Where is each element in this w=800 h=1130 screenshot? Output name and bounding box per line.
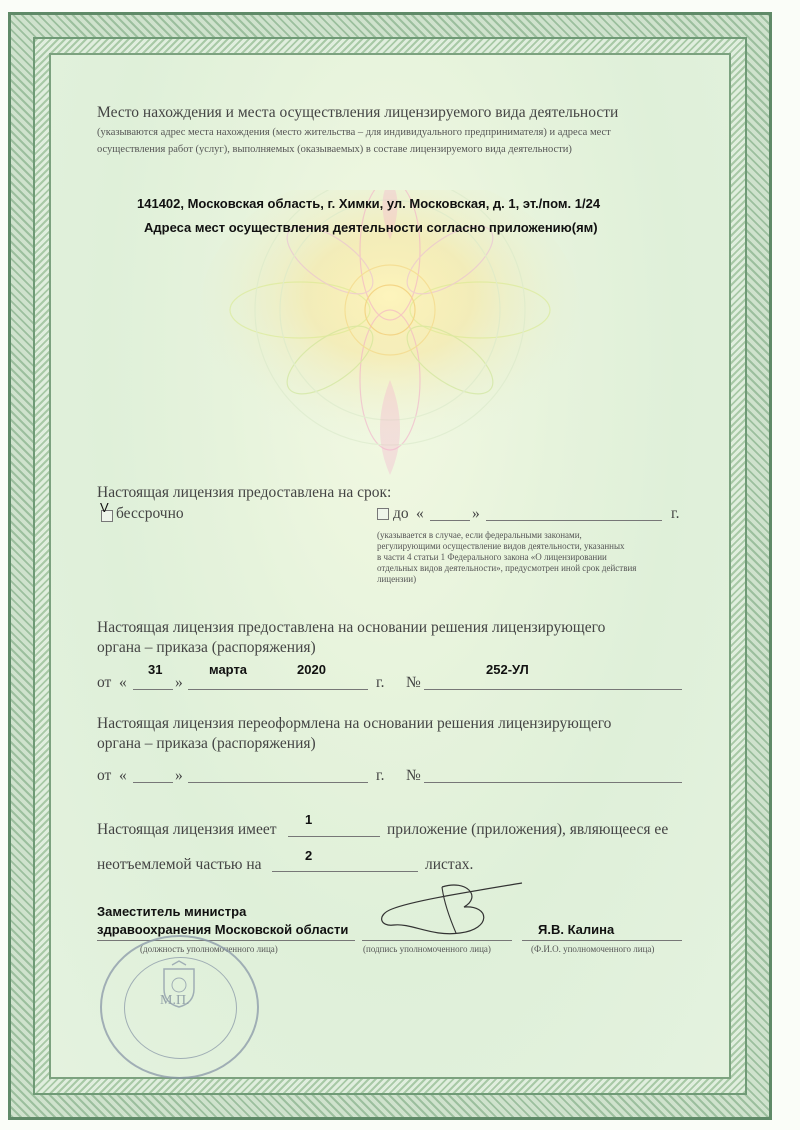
until-year-suffix: г. [671,505,680,522]
term-hint-line5: лицензии) [377,574,417,584]
basis-year: 2020 [297,662,326,677]
name-line [522,940,682,941]
reissue-number-label: № [406,767,421,784]
basis-month: марта [209,662,248,677]
basis-number-line [424,689,682,690]
signer-position-line2: здравоохранения Московской области [97,922,349,937]
basis-open-quote: « [119,674,127,691]
location-hint-line1: (указываются адрес места нахождения (место жительства – для индивидуального предпринимателя) и адреса мест [97,127,611,138]
signature-caption: (подпись уполномоченного лица) [363,944,491,954]
until-day-line [430,520,470,521]
signature-line [362,940,512,941]
reissue-date-line [188,782,368,783]
basis-day-line [133,689,173,690]
basis-number: 252-УЛ [486,662,529,677]
basis-date-line [188,689,368,690]
appendix-integral-label: неотъемлемой частью на [97,856,262,873]
basis-from-label: от [97,674,112,691]
signer-name: Я.В. Калина [538,922,615,937]
reissue-day-line [133,782,173,783]
until-open-quote: « [416,505,424,522]
position-caption: (должность уполномоченного лица) [140,944,278,954]
reissue-close-quote: » [175,767,183,784]
basis-line1: Настоящая лицензия предоставлена на основании решения лицензирующего [97,619,606,636]
basis-close-quote: » [175,674,183,691]
appendix-has-label: Настоящая лицензия имеет [97,821,277,838]
until-label: до [393,505,409,522]
seal-label: М.П. [160,993,190,1008]
appendix-sheets-line [272,871,418,872]
signer-position-line1: Заместитель министра [97,904,247,919]
term-hint-line4: отдельных видов деятельности», предусмотрен иной срок действия [377,563,637,573]
appendix-count-line [288,836,380,837]
basis-line2: органа – приказа (распоряжения) [97,639,316,656]
reissue-from-label: от [97,767,112,784]
term-hint-line1: (указывается в случае, если федеральными законами, [377,530,582,540]
reissue-line1: Настоящая лицензия переоформлена на основании решения лицензирующего [97,715,612,732]
appendix-sheets: 2 [305,848,313,863]
license-address: 141402, Московская область, г. Химки, ул. Московская, д. 1, эт./пом. 1/24 [137,196,601,211]
reissue-number-line [424,782,682,783]
until-date-line [486,520,662,521]
basis-year-suffix: г. [376,674,385,691]
guilloche-rosette [190,190,590,490]
name-caption: (Ф.И.О. уполномоченного лица) [531,944,655,954]
location-hint-line2: осуществления работ (услуг), выполняемых (оказываемых) в составе лицензируемого вида деятельности) [97,144,572,155]
appendix-sheets-label: листах. [425,856,474,873]
reissue-year-suffix: г. [376,767,385,784]
appendix-text: приложение (приложения), являющееся ее [387,821,669,838]
handwritten-signature [372,875,532,945]
position-line [97,940,355,941]
check-mark: V [100,500,109,515]
basis-day: 31 [148,662,163,677]
until-close-quote: » [472,505,480,522]
term-heading: Настоящая лицензия предоставлена на срок: [97,484,392,501]
location-heading: Место нахождения и места осуществления лицензируемого вида деятельности [97,104,619,121]
reissue-open-quote: « [119,767,127,784]
basis-number-label: № [406,674,421,691]
official-seal [100,935,259,1079]
perpetual-label: бессрочно [116,505,184,522]
term-hint-line2: регулирующими осуществление видов деятельности, указанных [377,541,625,551]
appendix-count: 1 [305,812,313,827]
reissue-line2: органа – приказа (распоряжения) [97,735,316,752]
term-hint-line3: в части 4 статьи 1 Федерального закона «О лицензировании [377,552,607,562]
addresses-note: Адреса мест осуществления деятельности согласно приложению(ям) [144,220,598,235]
until-checkbox [377,508,389,520]
